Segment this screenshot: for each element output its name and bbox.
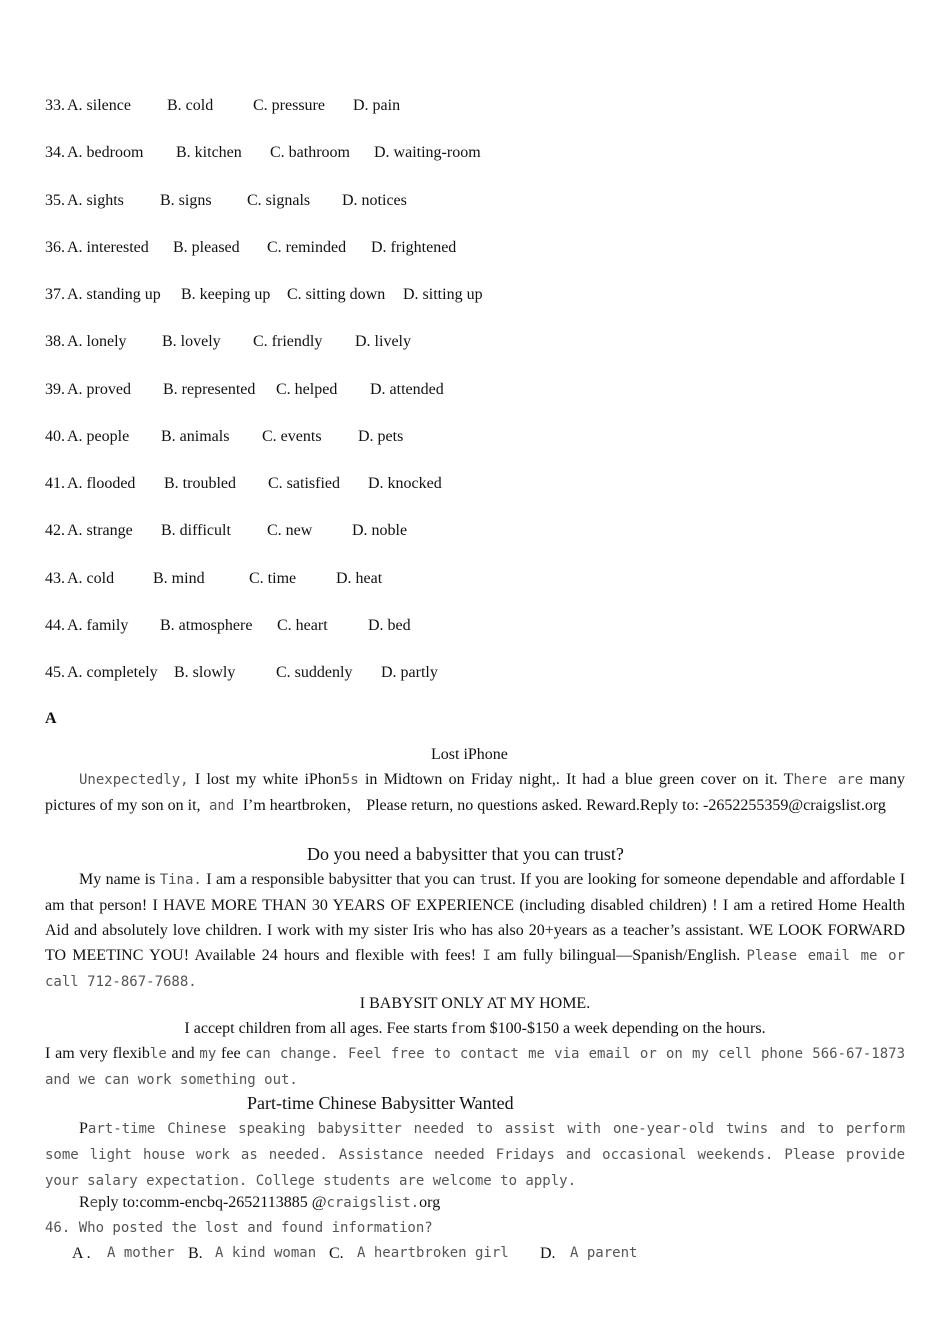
option-b: B. troubled	[164, 475, 236, 492]
question-number: 45.	[45, 664, 65, 681]
question-46-options	[0, 1241, 950, 1266]
lost-iphone-title: Lost iPhone	[431, 746, 508, 763]
option-b: B. represented	[163, 380, 256, 398]
option-b: B. signs	[160, 191, 212, 209]
option-d: D. attended	[370, 380, 444, 398]
option-a: A. lonely	[67, 333, 127, 351]
babysitter-paragraph	[45, 867, 905, 995]
q46-option-c: A heartbroken girl	[357, 1245, 509, 1261]
option-b: B. keeping up	[181, 286, 271, 303]
option-c: C. sitting down	[287, 286, 386, 303]
question-number: 38.	[45, 333, 65, 351]
question-34	[45, 143, 645, 163]
question-35	[45, 191, 645, 211]
option-a: A. completely	[67, 664, 158, 681]
option-b: B. pleased	[173, 238, 240, 256]
option-d: D. frightened	[371, 238, 457, 256]
bs-text-t: t	[479, 872, 488, 888]
option-d: D. partly	[381, 664, 438, 681]
bs-text-email: Please email me or call 712-867-7688.	[45, 948, 906, 990]
flexible-fee-paragraph	[45, 1041, 905, 1093]
option-b: B. lovely	[162, 333, 221, 351]
question-44	[45, 616, 645, 636]
question-number: 41.	[45, 475, 65, 492]
option-a: A. cold	[67, 569, 115, 587]
bs-text-4: am fully bilingual—Spanish/English.	[490, 947, 747, 964]
question-38	[45, 332, 645, 352]
section-label: A	[45, 710, 57, 727]
flex-text-2: and	[166, 1045, 200, 1062]
option-b: B. slowly	[174, 664, 236, 681]
option-b: B. atmosphere	[160, 616, 253, 634]
option-c: C. new	[267, 522, 313, 540]
question-36	[45, 238, 645, 258]
question-number: 37.	[45, 286, 65, 303]
question-number: 36.	[45, 238, 65, 256]
question-number: 40.	[45, 427, 65, 445]
question-41	[45, 474, 645, 494]
option-c: C. satisfied	[268, 475, 340, 492]
option-d: D. notices	[342, 191, 407, 209]
question-number: 43.	[45, 569, 65, 587]
lost-iphone-paragraph	[45, 767, 905, 819]
question-number: 33.	[45, 97, 65, 114]
q46-label-a: A .	[72, 1245, 91, 1262]
option-a: A. silence	[67, 97, 131, 114]
flex-text-rest: can change. Feel free to contact me via email or on my cell phone 566-67-1873 and we can work something out.	[45, 1046, 906, 1088]
reply-text-e: e	[89, 1195, 99, 1211]
q46-option-b: A kind woman	[215, 1245, 317, 1261]
option-b: B. animals	[161, 427, 230, 445]
reply-text-r: R	[79, 1194, 90, 1211]
option-d: D. sitting up	[403, 286, 483, 303]
q46-option-a: A mother	[107, 1245, 175, 1261]
option-d: D. knocked	[368, 475, 442, 492]
option-a: A. strange	[67, 522, 133, 540]
q46-option-d: A parent	[570, 1245, 638, 1261]
accept-children-line	[45, 1016, 905, 1042]
option-b: B. kitchen	[176, 144, 242, 162]
option-b: B. cold	[167, 97, 214, 114]
accept-text-2: om $100-$150 a week depending on the hours.	[465, 1020, 766, 1037]
option-a: A. bedroom	[67, 144, 144, 162]
bs-text-2: I am a responsible babysitter that you can	[201, 871, 480, 888]
question-number: 35.	[45, 191, 65, 209]
option-c: C. heart	[277, 616, 328, 634]
option-a: A. people	[67, 427, 130, 445]
option-c: C. bathroom	[270, 144, 350, 162]
pt-text-body: rt-time Chinese speaking babysitter needed to assist with one-year-old twins and to perform some light house work as needed. Assistance needed Fridays and occasional weekends. Please provide your salary expectation. College students are welcome to apply.	[45, 1121, 905, 1189]
lost-text-and: and	[200, 798, 243, 814]
option-c: C. reminded	[267, 238, 347, 256]
babysit-home-line: I BABYSIT ONLY AT MY HOME.	[359, 995, 591, 1012]
question-40	[45, 427, 645, 447]
reply-text-1: ply to:comm-encbq-2652113885 @	[98, 1194, 327, 1211]
accept-text-r: r	[456, 1021, 466, 1037]
bs-text-3: rust. If you are looking for someone dependable and affordable I am that person! I HAVE MORE THAN 30 YEARS OF EXPERIENCE (including disabled children) ! I am a retired Home Health Aid and absolutely love children. I work with my sister Iris who has also 20+years as a teacher’s assistant. WE LOOK FORWARD TO MEETINC YOU! Available 24 hours and flexible with fees!	[45, 871, 906, 964]
question-45	[45, 663, 645, 683]
bs-text-1: My name is	[79, 871, 160, 888]
reply-text-craigslist: craigslist.	[326, 1195, 420, 1211]
question-number: 42.	[45, 522, 65, 540]
option-a: A. flooded	[67, 475, 136, 492]
question-number: 44.	[45, 616, 65, 634]
option-b: B. difficult	[161, 522, 231, 540]
option-c: C. friendly	[253, 333, 323, 351]
option-a: A. interested	[67, 238, 149, 256]
option-c: C. pressure	[253, 97, 325, 114]
option-d: D. pets	[358, 427, 404, 445]
question-number: 34.	[45, 144, 65, 162]
option-a: A. family	[67, 616, 129, 634]
option-d: D. pain	[353, 97, 401, 114]
flex-text-3: fee	[216, 1045, 246, 1062]
option-c: C. suddenly	[276, 664, 353, 681]
bs-text-i: I	[482, 948, 491, 964]
option-c: C. helped	[276, 380, 338, 398]
option-c: C. time	[249, 569, 297, 587]
option-c: C. events	[262, 427, 322, 445]
lost-text-1: I lost my white iPhon	[188, 771, 342, 788]
bs-text-tina: Tina.	[159, 872, 202, 888]
q46-label-b: B.	[188, 1245, 203, 1262]
lost-text-5s: 5s	[341, 772, 359, 788]
parttime-reply	[45, 1190, 905, 1216]
option-d: D. lively	[355, 333, 411, 351]
option-c: C. signals	[247, 191, 311, 209]
question-number: 39.	[45, 380, 65, 398]
lost-text-2: in Midtown on Friday night,. It had a blue green cover on it. T	[358, 771, 794, 788]
question-42	[45, 521, 645, 541]
question-39	[45, 380, 645, 400]
option-a: A. standing up	[67, 286, 161, 303]
pt-text-p: P	[79, 1120, 88, 1137]
question-37	[45, 285, 645, 305]
reply-text-org: org	[419, 1194, 441, 1211]
flex-text-le: le	[149, 1046, 167, 1062]
q46-label-d: D.	[540, 1245, 556, 1262]
parttime-paragraph	[45, 1116, 905, 1194]
lost-text-there: here are	[793, 772, 864, 788]
option-b: B. mind	[153, 569, 205, 587]
q46-label-c: C.	[329, 1245, 344, 1262]
question-46-stem: 46. Who posted the lost and found information?	[45, 1220, 433, 1236]
option-d: D. noble	[352, 522, 408, 540]
lost-text-3: many pictures of my son on it,	[45, 771, 906, 814]
option-a: A. sights	[67, 191, 124, 209]
question-33	[45, 96, 645, 116]
question-43	[45, 569, 645, 589]
option-a: A. proved	[67, 380, 131, 398]
flex-text-my: my	[199, 1046, 217, 1062]
flex-text-1: I am very flexib	[45, 1045, 150, 1062]
babysitter-title: Do you need a babysitter that you can trust?	[307, 844, 624, 864]
option-d: D. heat	[336, 569, 383, 587]
option-d: D. bed	[368, 616, 411, 634]
accept-text-1: I accept children from all ages. Fee starts f	[184, 1020, 457, 1037]
lost-text-4: I’m heartbroken， Please return, no questions asked. Reward.Reply to: -2652255359@craigslist.org	[242, 797, 886, 814]
option-d: D. waiting-room	[374, 144, 481, 162]
parttime-title: Part-time Chinese Babysitter Wanted	[247, 1093, 514, 1113]
lost-word-unexpectedly: Unexpectedly,	[79, 772, 189, 788]
pt-text-a: a	[87, 1121, 97, 1137]
